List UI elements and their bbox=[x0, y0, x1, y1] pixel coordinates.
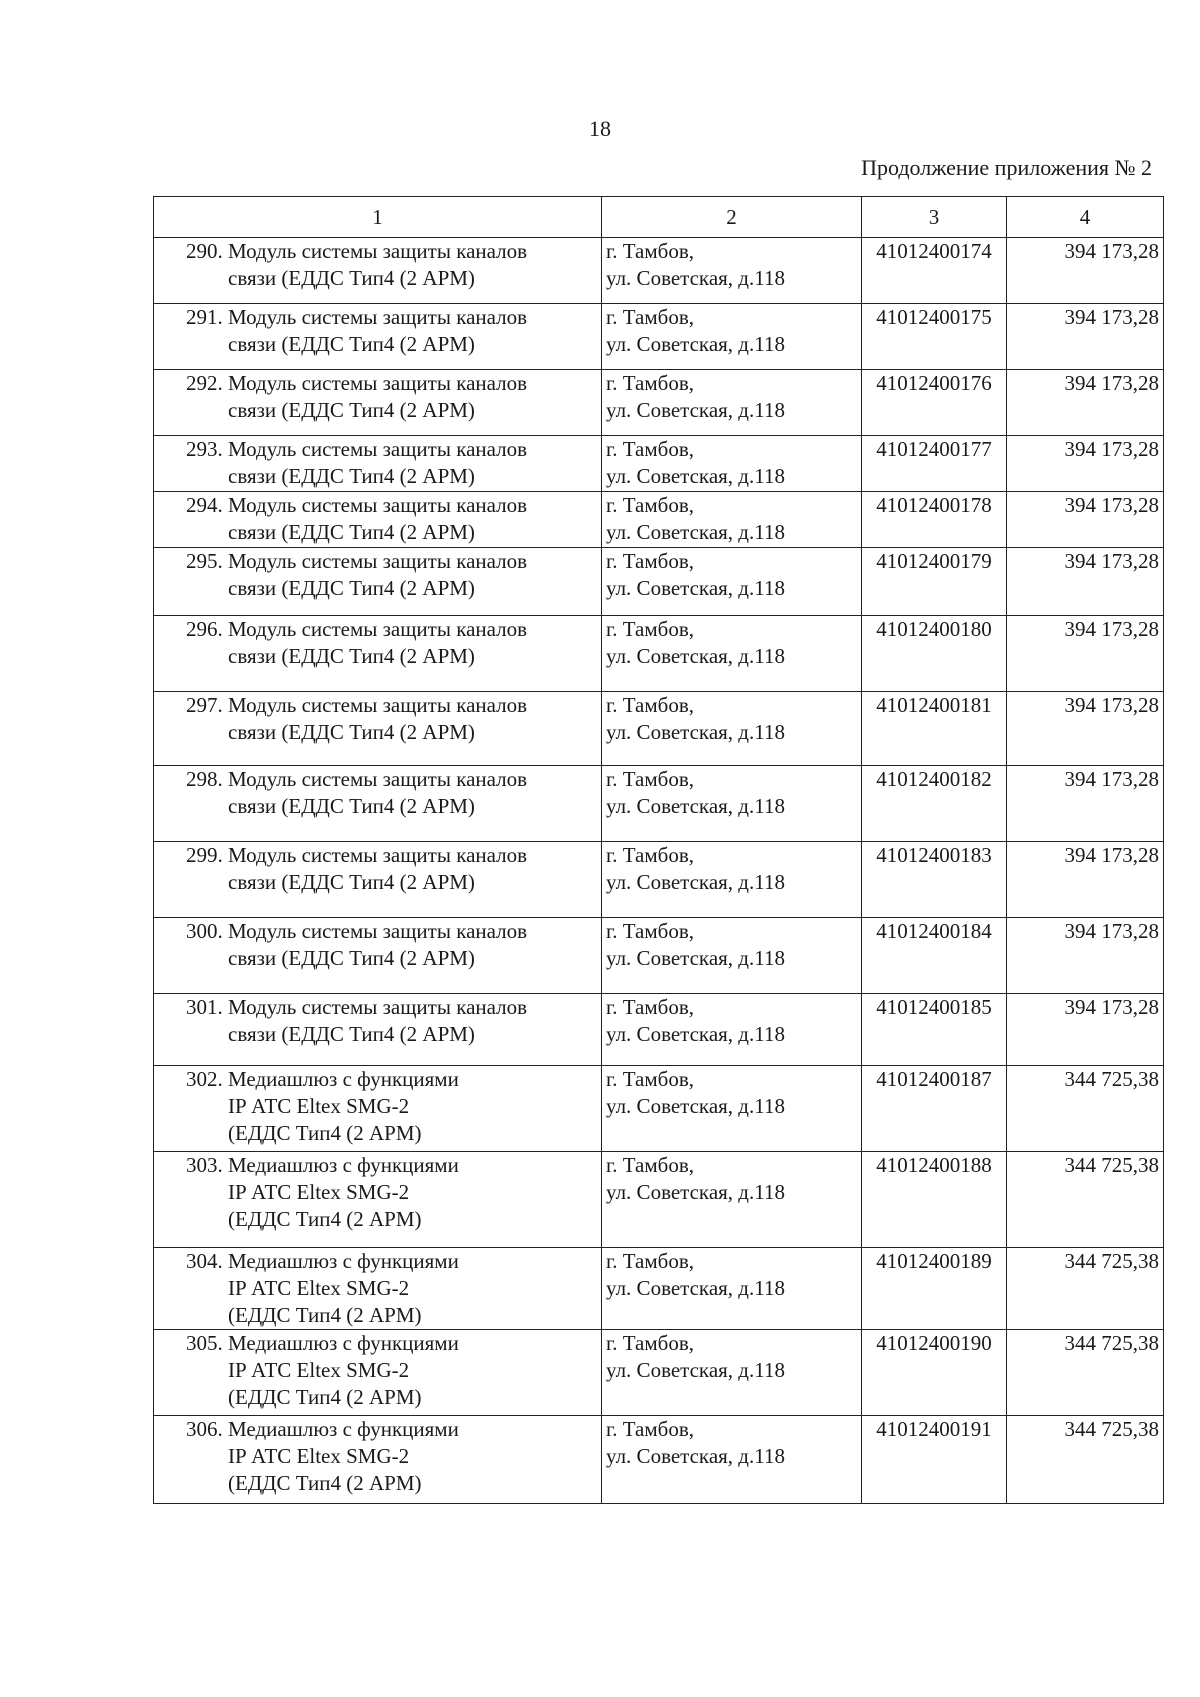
item-name-line: Медиашлюз с функциями bbox=[228, 1331, 459, 1355]
inventory-number-cell: 41012400177 bbox=[862, 436, 1007, 492]
item-number: 295. bbox=[186, 549, 223, 573]
item-number: 296. bbox=[186, 617, 223, 641]
address-cell bbox=[602, 492, 862, 548]
price-cell: 394 173,28 bbox=[1007, 994, 1164, 1066]
address-line: ул. Советская, д.118 bbox=[606, 1022, 785, 1046]
item-name-line: связи (ЕДДС Тип4 (2 АРМ) bbox=[228, 644, 475, 668]
item-name-cell bbox=[154, 370, 602, 436]
item-name-line: Медиашлюз с функциями bbox=[228, 1153, 459, 1177]
item-name-cell bbox=[154, 918, 602, 994]
item-name-cell bbox=[154, 994, 602, 1066]
table-body bbox=[154, 238, 1164, 1504]
address-line: г. Тамбов, bbox=[606, 1417, 695, 1441]
address-line: ул. Советская, д.118 bbox=[606, 576, 785, 600]
item-name-line: Модуль системы защиты каналов bbox=[228, 371, 528, 395]
address-cell bbox=[602, 918, 862, 994]
address-line: ул. Советская, д.118 bbox=[606, 332, 785, 356]
table-row bbox=[154, 370, 1164, 436]
item-name-line: (ЕДДС Тип4 (2 АРМ) bbox=[228, 1121, 422, 1145]
inventory-number-cell: 41012400174 bbox=[862, 238, 1007, 304]
item-name-cell bbox=[154, 548, 602, 616]
address-cell bbox=[602, 766, 862, 842]
item-name-line: связи (ЕДДС Тип4 (2 АРМ) bbox=[228, 332, 475, 356]
price-cell: 344 725,38 bbox=[1007, 1416, 1164, 1504]
item-name-line: Модуль системы защиты каналов bbox=[228, 305, 528, 329]
inventory-number-cell: 41012400189 bbox=[862, 1248, 1007, 1330]
price-cell: 394 173,28 bbox=[1007, 548, 1164, 616]
inventory-number-cell: 41012400176 bbox=[862, 370, 1007, 436]
address-line: г. Тамбов, bbox=[606, 767, 695, 791]
address-line: г. Тамбов, bbox=[606, 239, 695, 263]
address-line: г. Тамбов, bbox=[606, 437, 695, 461]
inventory-number-cell: 41012400180 bbox=[862, 616, 1007, 692]
table-row bbox=[154, 548, 1164, 616]
address-line: г. Тамбов, bbox=[606, 919, 695, 943]
price-cell: 394 173,28 bbox=[1007, 842, 1164, 918]
item-number: 290. bbox=[186, 239, 223, 263]
price-cell: 394 173,28 bbox=[1007, 238, 1164, 304]
table-row bbox=[154, 492, 1164, 548]
item-name-cell bbox=[154, 616, 602, 692]
inventory-number-cell: 41012400182 bbox=[862, 766, 1007, 842]
price-cell: 394 173,28 bbox=[1007, 616, 1164, 692]
column-header-2: 2 bbox=[602, 197, 862, 238]
table-row bbox=[154, 436, 1164, 492]
address-line: ул. Советская, д.118 bbox=[606, 1094, 785, 1118]
inventory-number-cell: 41012400175 bbox=[862, 304, 1007, 370]
item-name-line: IP АТС Eltex SMG-2 bbox=[228, 1276, 410, 1300]
price-cell: 394 173,28 bbox=[1007, 436, 1164, 492]
item-number: 302. bbox=[186, 1067, 223, 1091]
price-cell: 394 173,28 bbox=[1007, 692, 1164, 766]
price-cell: 344 725,38 bbox=[1007, 1248, 1164, 1330]
column-header-1: 1 bbox=[154, 197, 602, 238]
inventory-number-cell: 41012400191 bbox=[862, 1416, 1007, 1504]
item-name-line: связи (ЕДДС Тип4 (2 АРМ) bbox=[228, 946, 475, 970]
item-name-line: Модуль системы защиты каналов bbox=[228, 617, 528, 641]
item-name-cell bbox=[154, 436, 602, 492]
item-number: 291. bbox=[186, 305, 223, 329]
item-name-line: IP АТС Eltex SMG-2 bbox=[228, 1358, 410, 1382]
item-number: 300. bbox=[186, 919, 223, 943]
item-name-line: связи (ЕДДС Тип4 (2 АРМ) bbox=[228, 576, 475, 600]
item-name-line: связи (ЕДДС Тип4 (2 АРМ) bbox=[228, 520, 475, 544]
item-number: 304. bbox=[186, 1249, 223, 1273]
item-name-line: IP АТС Eltex SMG-2 bbox=[228, 1180, 410, 1204]
address-line: ул. Советская, д.118 bbox=[606, 1180, 785, 1204]
address-cell bbox=[602, 370, 862, 436]
address-line: ул. Советская, д.118 bbox=[606, 1358, 785, 1382]
item-name-line: (ЕДДС Тип4 (2 АРМ) bbox=[228, 1207, 422, 1231]
inventory-number-cell: 41012400178 bbox=[862, 492, 1007, 548]
address-line: г. Тамбов, bbox=[606, 693, 695, 717]
item-name-cell bbox=[154, 1152, 602, 1248]
address-line: ул. Советская, д.118 bbox=[606, 720, 785, 744]
item-name-line: Медиашлюз с функциями bbox=[228, 1249, 459, 1273]
item-name-cell bbox=[154, 238, 602, 304]
item-name-line: Модуль системы защиты каналов bbox=[228, 437, 528, 461]
address-line: г. Тамбов, bbox=[606, 1067, 695, 1091]
price-cell: 394 173,28 bbox=[1007, 766, 1164, 842]
address-cell bbox=[602, 616, 862, 692]
inventory-number-cell: 41012400184 bbox=[862, 918, 1007, 994]
address-line: ул. Советская, д.118 bbox=[606, 520, 785, 544]
item-name-line: IP АТС Eltex SMG-2 bbox=[228, 1094, 410, 1118]
price-cell: 344 725,38 bbox=[1007, 1066, 1164, 1152]
item-name-cell bbox=[154, 492, 602, 548]
item-name-line: связи (ЕДДС Тип4 (2 АРМ) bbox=[228, 398, 475, 422]
inventory-number-cell: 41012400190 bbox=[862, 1330, 1007, 1416]
item-number: 299. bbox=[186, 843, 223, 867]
address-line: г. Тамбов, bbox=[606, 1331, 695, 1355]
table-row bbox=[154, 766, 1164, 842]
item-number: 301. bbox=[186, 995, 223, 1019]
item-name-line: связи (ЕДДС Тип4 (2 АРМ) bbox=[228, 870, 475, 894]
item-name-line: (ЕДДС Тип4 (2 АРМ) bbox=[228, 1303, 422, 1327]
item-name-line: Модуль системы защиты каналов bbox=[228, 493, 528, 517]
item-name-line: Модуль системы защиты каналов bbox=[228, 919, 528, 943]
address-line: г. Тамбов, bbox=[606, 1249, 695, 1273]
address-cell bbox=[602, 238, 862, 304]
table-row bbox=[154, 918, 1164, 994]
table-row bbox=[154, 238, 1164, 304]
item-number: 305. bbox=[186, 1331, 223, 1355]
item-number: 303. bbox=[186, 1153, 223, 1177]
item-name-cell bbox=[154, 1248, 602, 1330]
inventory-number-cell: 41012400185 bbox=[862, 994, 1007, 1066]
address-cell bbox=[602, 842, 862, 918]
inventory-number-cell: 41012400188 bbox=[862, 1152, 1007, 1248]
address-cell bbox=[602, 1066, 862, 1152]
address-cell bbox=[602, 1248, 862, 1330]
address-line: г. Тамбов, bbox=[606, 305, 695, 329]
table-row bbox=[154, 304, 1164, 370]
address-cell bbox=[602, 692, 862, 766]
item-name-line: Медиашлюз с функциями bbox=[228, 1417, 459, 1441]
price-cell: 394 173,28 bbox=[1007, 304, 1164, 370]
item-name-line: связи (ЕДДС Тип4 (2 АРМ) bbox=[228, 266, 475, 290]
item-name-cell bbox=[154, 1066, 602, 1152]
address-line: ул. Советская, д.118 bbox=[606, 464, 785, 488]
inventory-number-cell: 41012400179 bbox=[862, 548, 1007, 616]
item-name-cell bbox=[154, 1330, 602, 1416]
inventory-number-cell: 41012400183 bbox=[862, 842, 1007, 918]
address-line: ул. Советская, д.118 bbox=[606, 266, 785, 290]
address-line: ул. Советская, д.118 bbox=[606, 946, 785, 970]
item-name-line: (ЕДДС Тип4 (2 АРМ) bbox=[228, 1385, 422, 1409]
item-name-line: Модуль системы защиты каналов bbox=[228, 693, 528, 717]
address-line: ул. Советская, д.118 bbox=[606, 1444, 785, 1468]
item-name-cell bbox=[154, 304, 602, 370]
item-name-line: связи (ЕДДС Тип4 (2 АРМ) bbox=[228, 720, 475, 744]
address-cell bbox=[602, 1330, 862, 1416]
table-row bbox=[154, 1248, 1164, 1330]
table-row bbox=[154, 1066, 1164, 1152]
item-name-cell bbox=[154, 842, 602, 918]
address-line: ул. Советская, д.118 bbox=[606, 794, 785, 818]
address-line: г. Тамбов, bbox=[606, 843, 695, 867]
address-line: г. Тамбов, bbox=[606, 1153, 695, 1177]
address-line: г. Тамбов, bbox=[606, 995, 695, 1019]
table-row bbox=[154, 1330, 1164, 1416]
inventory-number-cell: 41012400181 bbox=[862, 692, 1007, 766]
address-cell bbox=[602, 304, 862, 370]
item-name-line: (ЕДДС Тип4 (2 АРМ) bbox=[228, 1471, 422, 1495]
item-number: 293. bbox=[186, 437, 223, 461]
table-row bbox=[154, 1416, 1164, 1504]
address-line: ул. Советская, д.118 bbox=[606, 1276, 785, 1300]
item-name-line: Модуль системы защиты каналов bbox=[228, 767, 528, 791]
address-cell bbox=[602, 994, 862, 1066]
price-cell: 344 725,38 bbox=[1007, 1330, 1164, 1416]
item-name-line: Модуль системы защиты каналов bbox=[228, 843, 528, 867]
item-number: 298. bbox=[186, 767, 223, 791]
column-header-4: 4 bbox=[1007, 197, 1164, 238]
item-name-cell bbox=[154, 1416, 602, 1504]
item-number: 297. bbox=[186, 693, 223, 717]
item-number: 306. bbox=[186, 1417, 223, 1441]
price-cell: 394 173,28 bbox=[1007, 492, 1164, 548]
price-cell: 394 173,28 bbox=[1007, 918, 1164, 994]
address-line: г. Тамбов, bbox=[606, 617, 695, 641]
address-cell bbox=[602, 548, 862, 616]
item-name-cell bbox=[154, 766, 602, 842]
item-number: 292. bbox=[186, 371, 223, 395]
table-row bbox=[154, 842, 1164, 918]
item-name-line: связи (ЕДДС Тип4 (2 АРМ) bbox=[228, 794, 475, 818]
price-cell: 344 725,38 bbox=[1007, 1152, 1164, 1248]
inventory-table bbox=[153, 196, 1164, 1504]
price-cell: 394 173,28 bbox=[1007, 370, 1164, 436]
table-row bbox=[154, 616, 1164, 692]
item-name-line: связи (ЕДДС Тип4 (2 АРМ) bbox=[228, 464, 475, 488]
address-line: ул. Советская, д.118 bbox=[606, 398, 785, 422]
address-line: г. Тамбов, bbox=[606, 493, 695, 517]
inventory-number-cell: 41012400187 bbox=[862, 1066, 1007, 1152]
column-header-3: 3 bbox=[862, 197, 1007, 238]
address-line: ул. Советская, д.118 bbox=[606, 644, 785, 668]
item-name-line: Медиашлюз с функциями bbox=[228, 1067, 459, 1091]
table-header-row bbox=[154, 197, 1164, 238]
address-line: г. Тамбов, bbox=[606, 371, 695, 395]
address-line: г. Тамбов, bbox=[606, 549, 695, 573]
item-number: 294. bbox=[186, 493, 223, 517]
item-name-line: IP АТС Eltex SMG-2 bbox=[228, 1444, 410, 1468]
item-name-cell bbox=[154, 692, 602, 766]
address-cell bbox=[602, 436, 862, 492]
address-cell bbox=[602, 1416, 862, 1504]
item-name-line: Модуль системы защиты каналов bbox=[228, 239, 528, 263]
table-row bbox=[154, 692, 1164, 766]
table-row bbox=[154, 1152, 1164, 1248]
table-row bbox=[154, 994, 1164, 1066]
item-name-line: Модуль системы защиты каналов bbox=[228, 995, 528, 1019]
address-line: ул. Советская, д.118 bbox=[606, 870, 785, 894]
appendix-note: Продолжение приложения № 2 bbox=[861, 155, 1152, 180]
page-number: 18 bbox=[589, 116, 611, 141]
item-name-line: связи (ЕДДС Тип4 (2 АРМ) bbox=[228, 1022, 475, 1046]
item-name-line: Модуль системы защиты каналов bbox=[228, 549, 528, 573]
address-cell bbox=[602, 1152, 862, 1248]
